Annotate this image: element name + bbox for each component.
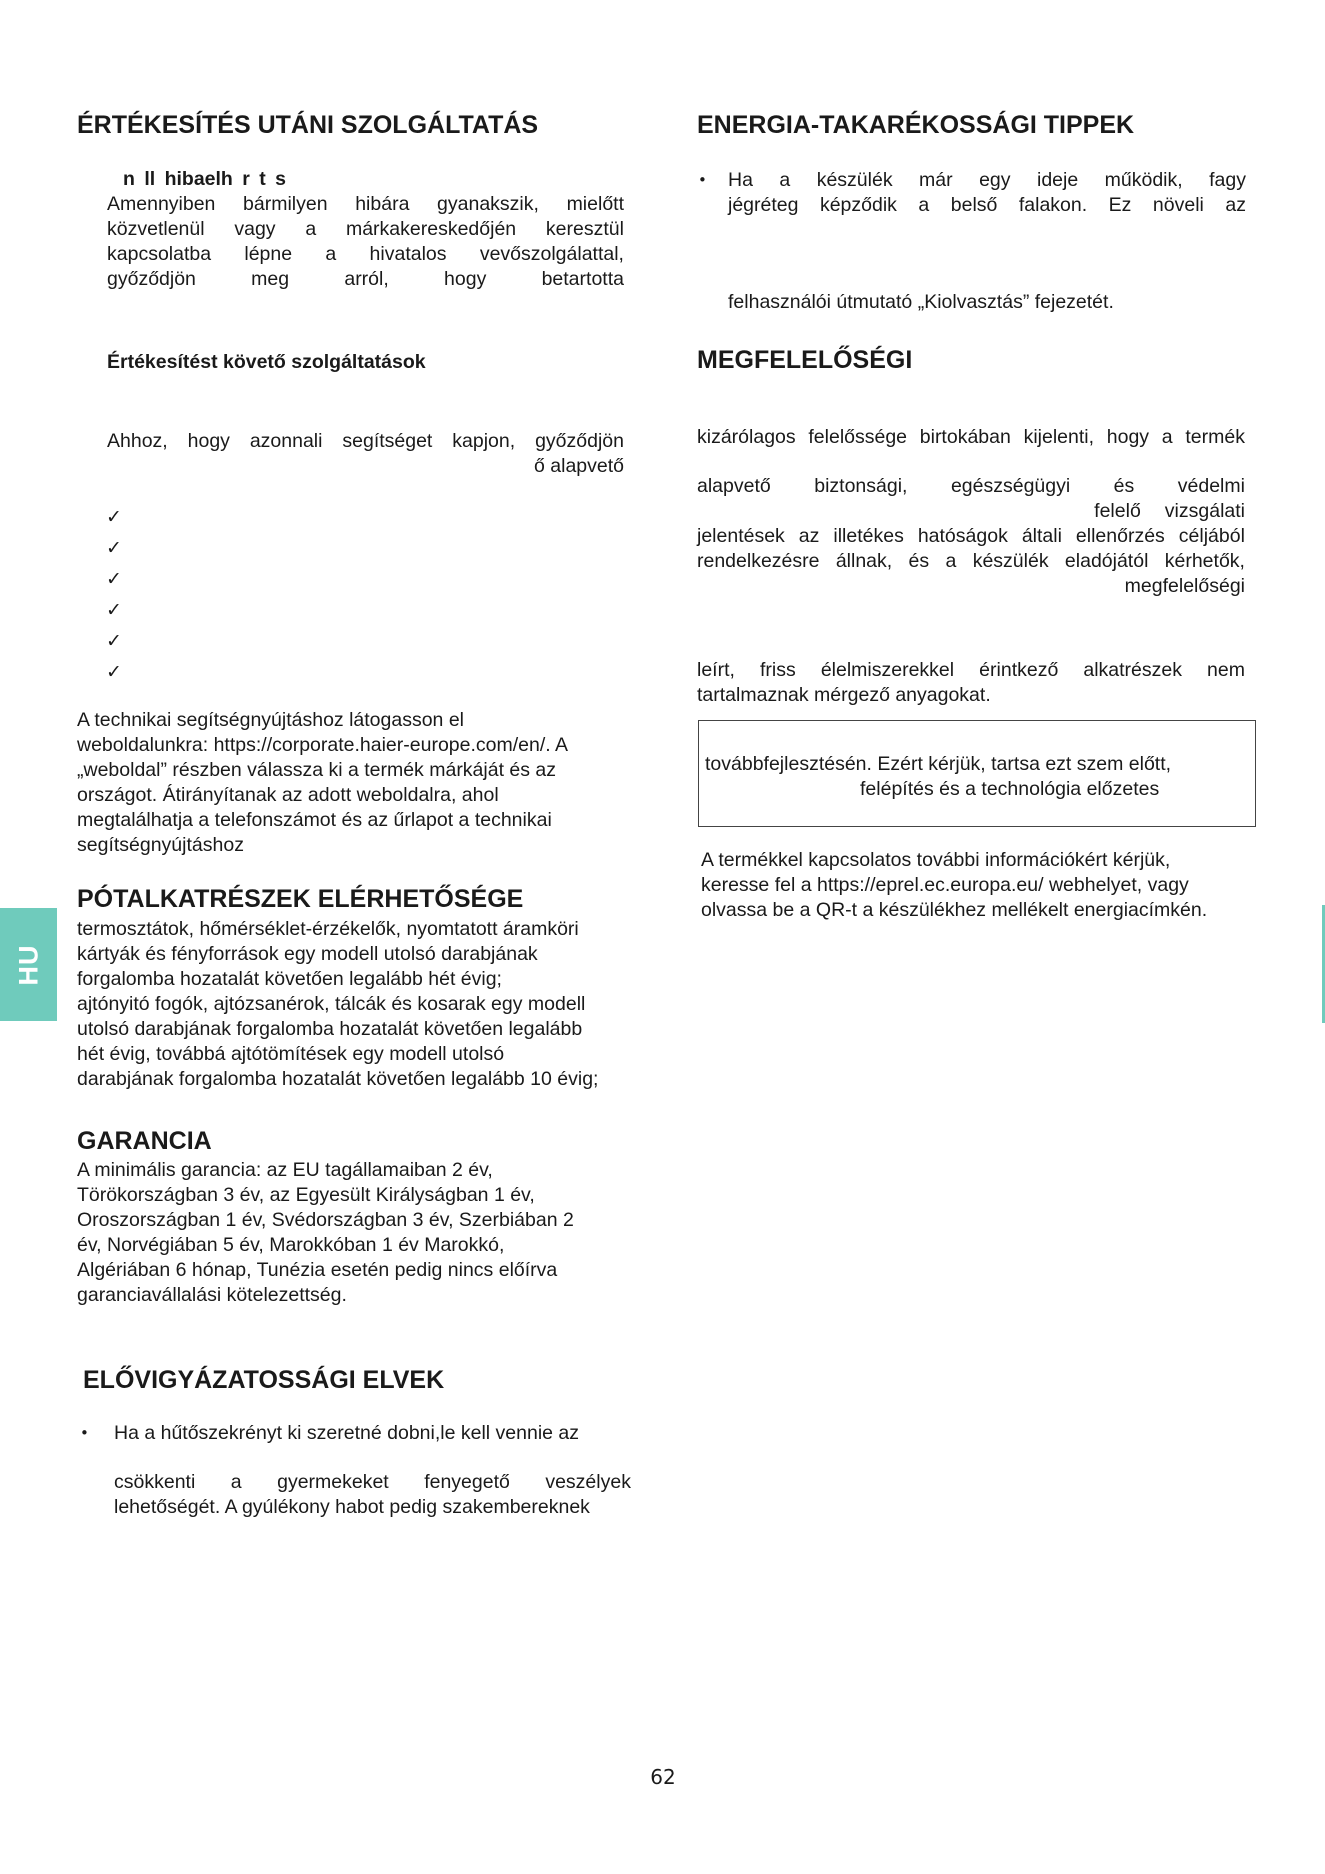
word: gyanakszik, bbox=[437, 193, 539, 215]
word: a bbox=[230, 1471, 242, 1493]
word: leírt, bbox=[697, 659, 735, 681]
text-line: forgalomba hozatalát követően legalább hét évig; bbox=[77, 968, 502, 990]
text-line: segítségnyújtáshoz bbox=[77, 834, 244, 856]
word: jégréteg bbox=[728, 194, 799, 216]
word: hogy bbox=[187, 430, 230, 452]
fault-diagnosis-subheading: n ll hibaelh r t s bbox=[123, 168, 287, 190]
conformity-line bbox=[697, 474, 1245, 499]
text-line: A minimális garancia: az EU tagállamaiban 2 év, bbox=[77, 1159, 493, 1181]
precaution-title: ELŐVIGYÁZATOSSÁGI ELVEK bbox=[83, 1366, 445, 1394]
word: Ahhoz, bbox=[107, 430, 168, 452]
energy-bullet: • bbox=[698, 171, 707, 189]
word: hivatalos bbox=[369, 243, 447, 265]
energy-tips-title: ENERGIA-TAKARÉKOSSÁGI TIPPEK bbox=[697, 111, 1135, 139]
word: gyermekeket bbox=[277, 1471, 389, 1493]
conformity-line bbox=[697, 499, 1245, 524]
word: kijelenti, bbox=[1023, 426, 1095, 448]
text-line: A technikai segítségnyújtáshoz látogasson el bbox=[77, 709, 465, 731]
word: hibára bbox=[355, 193, 410, 215]
checkmark-icon: ✓ bbox=[106, 661, 122, 683]
word: vagy bbox=[234, 218, 276, 240]
text-line: Törökországban 3 év, az Egyesült Királyságban 1 év, bbox=[77, 1184, 535, 1206]
word: hogy bbox=[1106, 426, 1150, 448]
precaution-line: lehetőségét. A gyúlékony habot pedig szakembereknek bbox=[114, 1496, 590, 1518]
word: már bbox=[919, 169, 953, 191]
word: ellenőrzés bbox=[1075, 525, 1165, 547]
text-line: termosztátok, hőmérséklet-érzékelők, nyomtatott áramköri bbox=[77, 918, 579, 940]
notice-box-line: továbbfejlesztésén. Ezért kérjük, tartsa ezt szem előtt, bbox=[705, 753, 1172, 775]
word: ideje bbox=[1036, 169, 1079, 191]
word: fenyegető bbox=[424, 1471, 510, 1493]
word: jelentések bbox=[697, 525, 785, 547]
word: közvetlenül bbox=[107, 218, 205, 240]
energy-line bbox=[728, 168, 1246, 193]
warranty-paragraph bbox=[77, 1158, 574, 1308]
word: friss bbox=[760, 659, 796, 681]
conformity-paragraph-2 bbox=[697, 474, 1245, 599]
services-paragraph bbox=[107, 429, 624, 479]
precaution-line bbox=[114, 1470, 631, 1495]
conformity-paragraph bbox=[697, 425, 1245, 450]
word: vevőszolgálattal, bbox=[479, 243, 624, 265]
word: az bbox=[1225, 194, 1246, 216]
text-line bbox=[107, 217, 624, 242]
text-line: utolsó darabjának forgalomba hozatalát követően legalább bbox=[77, 1018, 583, 1040]
spare-parts-paragraph bbox=[77, 917, 598, 1092]
word: Ez bbox=[1108, 194, 1132, 216]
word: a bbox=[1161, 426, 1173, 448]
conformity-line bbox=[697, 549, 1245, 574]
word: kérhetők, bbox=[1164, 550, 1245, 572]
conformity-line bbox=[697, 425, 1245, 450]
text-line: garanciavállalási kötelezettség. bbox=[77, 1284, 347, 1306]
word: segítséget bbox=[342, 430, 433, 452]
text-line: ajtónyitó fogók, ajtózsanérok, tálcák és kosarak egy modell bbox=[77, 993, 586, 1015]
word: készülék bbox=[816, 169, 893, 191]
word: hogy bbox=[444, 268, 487, 290]
language-tab-label: HU bbox=[13, 944, 43, 985]
word: veszélyek bbox=[545, 1471, 631, 1493]
checkmark-icon: ✓ bbox=[106, 568, 122, 590]
word: Amennyiben bbox=[107, 193, 216, 215]
word: és bbox=[1113, 475, 1135, 497]
word: betartotta bbox=[541, 268, 624, 290]
precaution-line: Ha a hűtőszekrényt ki szeretné dobni,le kell vennie az bbox=[114, 1422, 580, 1444]
word: kapjon, bbox=[452, 430, 516, 452]
word: nem bbox=[1207, 659, 1245, 681]
precaution-paragraph bbox=[114, 1470, 631, 1520]
word: csökkenti bbox=[114, 1471, 196, 1493]
conformity-line bbox=[697, 524, 1245, 549]
word: rendelkezésre bbox=[697, 550, 820, 572]
word: a bbox=[325, 243, 337, 265]
language-tab bbox=[0, 908, 57, 1021]
services-paragraph-line: ő alapvető bbox=[534, 455, 624, 477]
word: illetékes bbox=[833, 525, 904, 547]
text-line: kártyák és fényforrások egy modell utolsó darabjának bbox=[77, 943, 538, 965]
word: alkatrészek bbox=[1083, 659, 1182, 681]
word: felelőssége bbox=[808, 426, 908, 448]
word: termék bbox=[1185, 426, 1245, 448]
word: arról, bbox=[344, 268, 389, 290]
checkmark-icon: ✓ bbox=[106, 630, 122, 652]
word: és bbox=[908, 550, 930, 572]
conformity-line: tartalmaznak mérgező anyagokat. bbox=[697, 684, 991, 706]
text-line: Oroszországban 1 év, Svédországban 3 év, Szerbiában 2 bbox=[77, 1209, 574, 1231]
text-line: országot. Átirányítanak az adott weboldalra, ahol bbox=[77, 784, 499, 806]
word: eladójától bbox=[1064, 550, 1149, 572]
services-paragraph-line bbox=[107, 429, 624, 454]
word: kapcsolatba bbox=[107, 243, 212, 265]
word: bármilyen bbox=[243, 193, 328, 215]
tech-support-paragraph bbox=[77, 708, 568, 858]
word: márkakereskedőjén bbox=[345, 218, 517, 240]
checkmark-icon: ✓ bbox=[106, 599, 122, 621]
text-line: év, Norvégiában 5 év, Marokkóban 1 év Marokkó, bbox=[77, 1234, 505, 1256]
word: felelő bbox=[1094, 500, 1141, 522]
text-line bbox=[107, 242, 624, 267]
word: hatóságok bbox=[917, 525, 1008, 547]
notice-box-line: felépítés és a technológia előzetes bbox=[860, 778, 1160, 800]
text-line: megtalálhatja a telefonszámot és az űrlapot a technikai bbox=[77, 809, 552, 831]
word: egy bbox=[979, 169, 1011, 191]
after-sales-title: ÉRTÉKESÍTÉS UTÁNI SZOLGÁLTATÁS bbox=[77, 111, 539, 139]
word: Ha bbox=[728, 169, 753, 191]
text-line: weboldalunkra: https://corporate.haier-europe.com/en/. A bbox=[77, 734, 569, 756]
word: győződjön bbox=[107, 268, 196, 290]
word: készülék bbox=[972, 550, 1049, 572]
spare-parts-title: PÓTALKATRÉSZEK ELÉRHETŐSÉGE bbox=[77, 885, 524, 913]
word: falakon. bbox=[1018, 194, 1088, 216]
warranty-title: GARANCIA bbox=[77, 1127, 212, 1155]
energy-line: felhasználói útmutató „Kiolvasztás” fejezetét. bbox=[728, 291, 1114, 313]
word: céljából bbox=[1178, 525, 1245, 547]
word: fagy bbox=[1209, 169, 1246, 191]
word: kizárólagos bbox=[697, 426, 796, 448]
word: a bbox=[305, 218, 317, 240]
word: a bbox=[945, 550, 957, 572]
conformity-line: megfelelőségi bbox=[1124, 575, 1245, 597]
word: általi bbox=[1021, 525, 1062, 547]
text-line bbox=[107, 192, 624, 217]
word: meg bbox=[251, 268, 290, 290]
word: biztonsági, bbox=[814, 475, 908, 497]
text-line: A termékkel kapcsolatos további információkért kérjük, bbox=[701, 849, 1171, 871]
text-line: olvassa be a QR-t a készülékhez mellékelt energiacímkén. bbox=[701, 899, 1208, 921]
word: működik, bbox=[1104, 169, 1183, 191]
word: az bbox=[798, 525, 820, 547]
conformity-line bbox=[697, 658, 1245, 683]
energy-paragraph bbox=[728, 168, 1246, 218]
word: azonnali bbox=[249, 430, 323, 452]
text-line: keresse fel a https://eprel.ec.europa.eu/ webhelyet, vagy bbox=[701, 874, 1189, 896]
word: győződjön bbox=[535, 430, 624, 452]
word: egészségügyi bbox=[950, 475, 1071, 497]
page-number: 62 bbox=[650, 1765, 676, 1789]
word: érintkező bbox=[979, 659, 1059, 681]
word: védelmi bbox=[1177, 475, 1245, 497]
word: élelmiszerekkel bbox=[820, 659, 955, 681]
word: növeli bbox=[1152, 194, 1204, 216]
checklist bbox=[106, 502, 122, 688]
conformity-paragraph-3 bbox=[697, 658, 1245, 708]
conformity-title: MEGFELELŐSÉGI bbox=[697, 346, 913, 374]
eprel-paragraph bbox=[701, 848, 1207, 923]
word: belső bbox=[950, 194, 998, 216]
word: vizsgálati bbox=[1164, 500, 1245, 522]
text-line: darabjának forgalomba hozatalát követően legalább 10 évig; bbox=[77, 1068, 599, 1090]
word: mielőtt bbox=[566, 193, 624, 215]
text-line: Algériában 6 hónap, Tunézia esetén pedig nincs előírva bbox=[77, 1259, 558, 1281]
word: képződik bbox=[819, 194, 897, 216]
text-line: „weboldal” részben válassza ki a termék márkáját és az bbox=[77, 759, 557, 781]
word: alapvető bbox=[697, 475, 771, 497]
word: állnak, bbox=[835, 550, 893, 572]
after-sales-paragraph bbox=[107, 192, 624, 292]
word: keresztül bbox=[545, 218, 624, 240]
energy-line bbox=[728, 193, 1246, 218]
word: birtokában bbox=[919, 426, 1011, 448]
text-line: hét évig, továbbá ajtótömítések egy modell utolsó bbox=[77, 1043, 505, 1065]
word: a bbox=[918, 194, 930, 216]
precaution-bullet: • bbox=[80, 1424, 89, 1442]
services-heading: Értékesítést követő szolgáltatások bbox=[107, 351, 426, 373]
checkmark-icon: ✓ bbox=[106, 506, 122, 528]
checkmark-icon: ✓ bbox=[106, 537, 122, 559]
word: lépne bbox=[244, 243, 293, 265]
word: a bbox=[779, 169, 791, 191]
text-line bbox=[107, 267, 624, 292]
